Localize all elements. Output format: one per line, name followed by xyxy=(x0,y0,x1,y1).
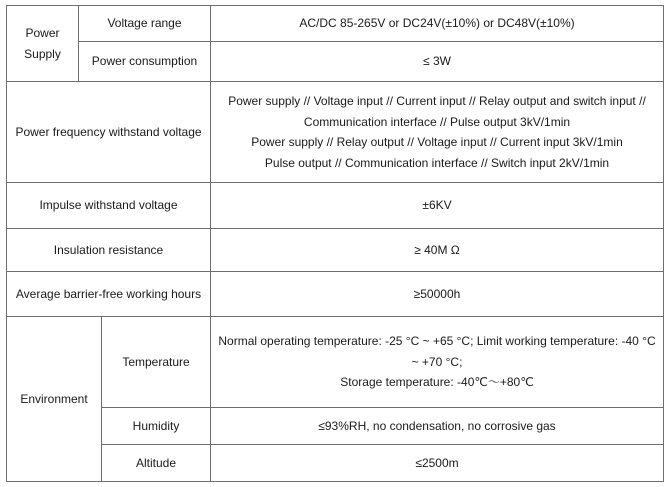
insulation-value: ≥ 40M Ω xyxy=(414,242,460,257)
power-supply-label-line: Supply xyxy=(24,46,61,61)
impulse-label: Impulse withstand voltage xyxy=(39,198,178,213)
power-frequency-line: Power supply // Relay output // Voltage input // Current input 3kV/1min xyxy=(251,135,623,149)
power-consumption-label: Power consumption xyxy=(91,54,198,69)
power-frequency-line: Communication interface // Pulse output 3kV/1min xyxy=(303,114,571,129)
altitude-label: Altitude xyxy=(135,455,177,470)
temperature-line: ~ +70 °C; xyxy=(411,354,463,369)
environment-label: Environment xyxy=(20,391,88,406)
impulse-value: ±6KV xyxy=(422,198,452,213)
insulation-label: Insulation resistance xyxy=(53,242,164,257)
temperature-value xyxy=(211,317,663,407)
power-frequency-value xyxy=(211,82,663,182)
temperature-label: Temperature xyxy=(122,354,190,369)
power-consumption-value: ≤ 3W xyxy=(423,54,451,69)
power-frequency-line: Pulse output // Communication interface // Switch input 2kV/1min xyxy=(264,155,610,170)
grid-line xyxy=(663,5,664,482)
grid-line xyxy=(6,481,664,482)
power-supply-label xyxy=(7,6,78,81)
power-frequency-label: Power frequency withstand voltage xyxy=(15,124,202,139)
voltage-range-label: Voltage range xyxy=(107,16,182,31)
mtbf-label: Average barrier-free working hours xyxy=(15,286,202,301)
humidity-value: ≤93%RH, no condensation, no corrosive gas xyxy=(318,418,556,433)
temperature-line: Normal operating temperature: -25 °C ~ +65 °C; Limit working temperature: -40 °C xyxy=(218,334,656,349)
voltage-range-value: AC/DC 85-265V or DC24V(±10%) or DC48V(±10%) xyxy=(299,16,575,31)
humidity-label: Humidity xyxy=(132,418,180,433)
temperature-line: Storage temperature: -40℃～+80℃ xyxy=(340,375,534,390)
power-frequency-line: Power supply // Voltage input // Current input // Relay output and switch input // xyxy=(228,94,646,108)
power-supply-label-line: Power xyxy=(25,26,60,40)
mtbf-value: ≥50000h xyxy=(413,286,461,301)
altitude-value: ≤2500m xyxy=(415,455,459,470)
